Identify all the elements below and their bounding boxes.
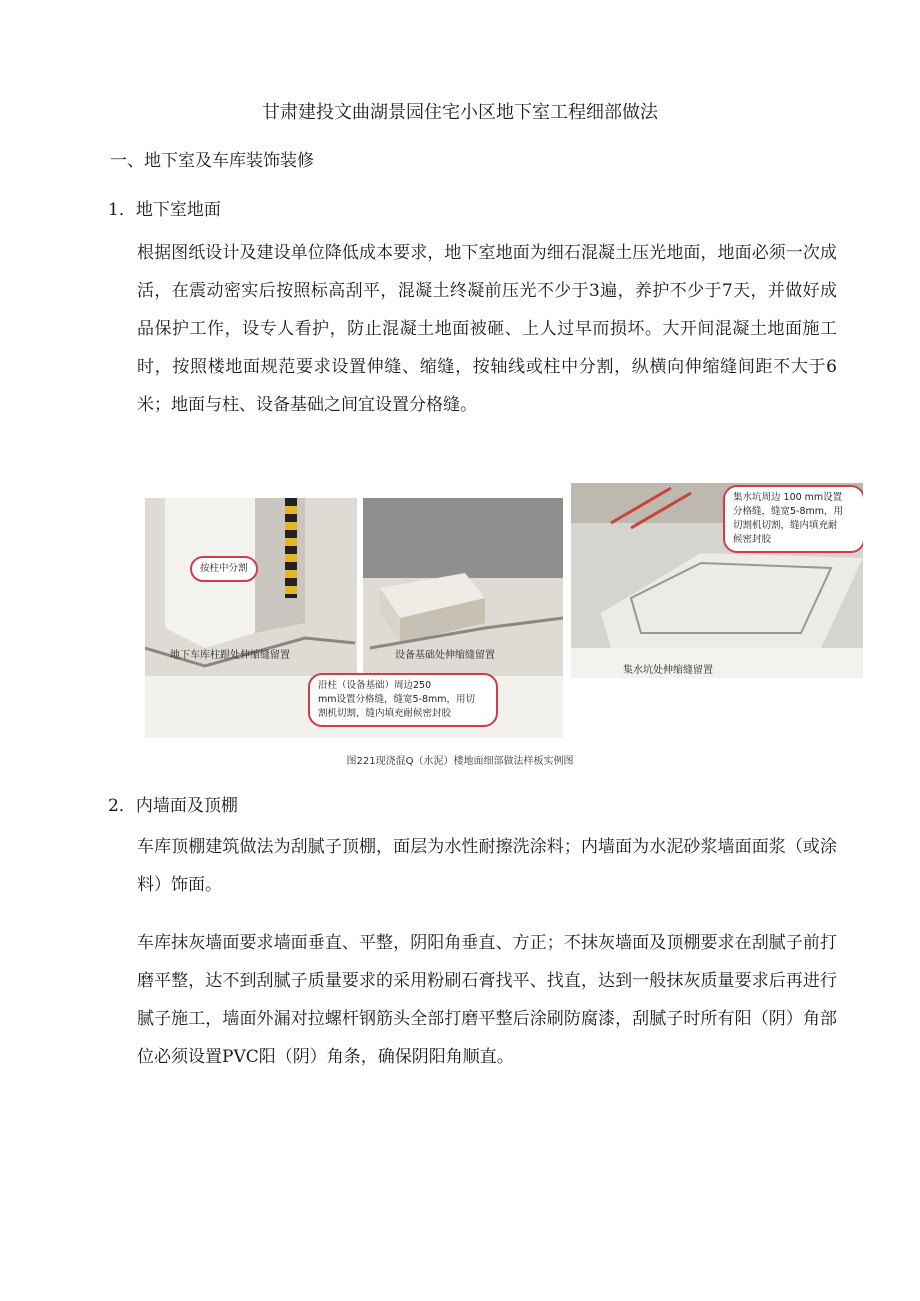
subsection-heading-wall: 2．内墙面及顶棚 — [108, 796, 238, 816]
paragraph-floor: 根据图纸设计及建设单位降低成本要求，地下室地面为细石混凝土压光地面，地面必须一次成活，在震动密实后按照标高刮平，混凝土终凝前压光不少于3遍，养护不少于7天，并做好成品保护工作，设专人看护，防止混凝土地面被砸、上人过早而损坏。大开间混凝土地面施工时，按照楼地面规范要求设置伸缝、缩缝，按轴线或柱中分割，纵横向伸缩缝间距不大于6米；地面与柱、设备基础之间宜设置分格缝。 — [137, 243, 837, 415]
callout-line: 沿柱（设备基础）周边250 — [318, 680, 432, 691]
callout-line: 候密封胶 — [733, 534, 772, 545]
section-heading: 一、地下室及车库装饰装修 — [110, 151, 314, 171]
callout-sump-joint — [723, 485, 863, 553]
label-column-joint: 地下车库柱跟处伸缩缝留置 — [170, 650, 290, 661]
callout-line: 集水坑周边 100 mm设置 — [733, 492, 843, 503]
label-foundation-joint: 设备基础处伸缩缝留置 — [395, 650, 495, 661]
callout-perimeter-joint — [308, 673, 498, 727]
callout-column-split: 按柱中分割 — [190, 556, 258, 582]
label-sump-joint: 集水坑处伸缩缝留置 — [623, 665, 713, 676]
paragraph-ceiling: 车库顶棚建筑做法为刮腻子顶棚，面层为水性耐擦洗涂料；内墙面为水泥砂浆墙面面浆（或涂料）饰面。 — [137, 837, 837, 895]
callout-line: 切割机切割，缝内填充耐 — [733, 520, 838, 531]
figure-caption: 图221现浇混Q（水泥）楼地面细部做法样板实例图 — [346, 756, 574, 767]
callout-line: 分格缝，缝宽5-8mm，用 — [733, 506, 844, 517]
figure-floor-joints — [145, 483, 865, 743]
subsection-heading-floor: 1．地下室地面 — [108, 200, 221, 220]
photo-sump-pit — [571, 483, 863, 678]
callout-line: mm设置分格缝，缝宽5-8mm，用切 — [318, 694, 476, 705]
paragraph-wall-plaster: 车库抹灰墙面要求墙面垂直、平整，阴阳角垂直、方正；不抹灰墙面及顶棚要求在刮腻子前打磨平整，达不到刮腻子质量要求的采用粉刷石膏找平、找直，达到一般抹灰质量要求后再进行腻子施工，墙面外漏对拉螺杆钢筋头全部打磨平整后涂刷防腐漆，刮腻子时所有阳（阴）角部位必须设置PVC阳（阴）角条，确保阴阳角顺直。 — [137, 933, 837, 1067]
document-title: 甘肃建投文曲湖景园住宅小区地下室工程细部做法 — [262, 102, 658, 123]
photo-column-and-foundation — [145, 498, 563, 738]
callout-line: 割机切割，缝内填充耐候密封胶 — [318, 708, 452, 719]
